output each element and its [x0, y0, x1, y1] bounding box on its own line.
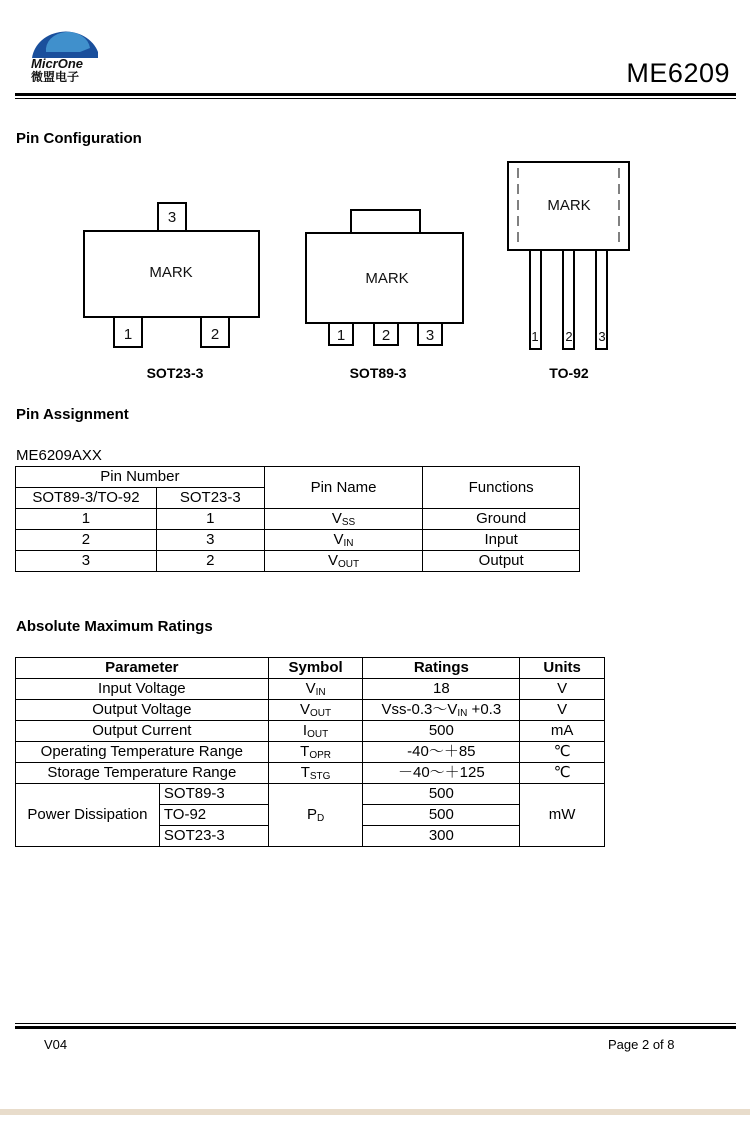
pin-assignment-title: Pin Assignment — [16, 406, 129, 423]
table-row — [16, 700, 605, 721]
sot89-to92-header: SOT89-3/TO-92 — [16, 488, 157, 509]
header-rule — [15, 93, 736, 96]
cell-unit: ℃ — [520, 763, 605, 784]
ratings-table — [15, 657, 605, 847]
cell-pin: 1 — [16, 509, 157, 530]
header-rule-thin — [15, 98, 736, 99]
company-logo — [30, 22, 102, 82]
cell-rating: 500 — [363, 805, 520, 826]
ratings-title: Absolute Maximum Ratings — [16, 618, 213, 635]
cell-pin-name: $V_{OUT}$ — [264, 551, 423, 572]
functions-header: Functions — [423, 467, 580, 509]
cell-package: SOT89-3 — [159, 784, 268, 805]
sot23-label: SOT23-3 — [146, 365, 204, 381]
cell-rating: 18 — [363, 679, 520, 700]
cell-parameter: Output Current — [16, 721, 269, 742]
cell-unit: mW — [520, 784, 605, 847]
part-number: ME6209 — [626, 58, 730, 88]
parameter-header: Parameter — [16, 658, 269, 679]
page-number: Page 2 of 8 — [608, 1037, 675, 1052]
cell-package: TO-92 — [159, 805, 268, 826]
ratings-header: Ratings — [363, 658, 520, 679]
to92-pin2-label: 2 — [565, 329, 573, 344]
cell-unit: ℃ — [520, 742, 605, 763]
cell-parameter: Storage Temperature Range — [16, 763, 269, 784]
to92-label: TO-92 — [549, 365, 589, 381]
sot89-label: SOT89-3 — [349, 365, 407, 381]
cell-pin: 1 — [156, 509, 264, 530]
cell-symbol: $I_{OUT}$ — [268, 721, 363, 742]
sot89-pin1-label: 1 — [336, 327, 346, 344]
table-header-row — [16, 467, 580, 488]
cell-parameter: Input Voltage — [16, 679, 269, 700]
page-bottom-bar — [0, 1109, 750, 1115]
cell-parameter: Operating Temperature Range — [16, 742, 269, 763]
table-row — [16, 721, 605, 742]
cell-pin: 2 — [16, 530, 157, 551]
table-row — [16, 742, 605, 763]
pin-name-header: Pin Name — [264, 467, 423, 509]
table-row — [16, 551, 580, 572]
cell-function: Output — [423, 551, 580, 572]
cell-package: SOT23-3 — [159, 826, 268, 847]
sot23-pin1-label: 1 — [123, 326, 133, 343]
cell-symbol: $T_{STG}$ — [268, 763, 363, 784]
table-row — [16, 509, 580, 530]
cell-function: Ground — [423, 509, 580, 530]
pin-assignment-table — [15, 466, 580, 572]
to92-pin3-label: 3 — [598, 329, 606, 344]
sot23-header: SOT23-3 — [156, 488, 264, 509]
cell-unit: mA — [520, 721, 605, 742]
cell-unit: V — [520, 700, 605, 721]
to92-package-drawing — [508, 162, 629, 349]
microne-logo-icon — [30, 22, 102, 82]
pin-number-header: Pin Number — [16, 467, 265, 488]
cell-pin: 3 — [16, 551, 157, 572]
ratings-header-row — [16, 658, 605, 679]
cell-pin: 3 — [156, 530, 264, 551]
symbol-header: Symbol — [268, 658, 363, 679]
to92-mark: MARK — [547, 197, 591, 214]
to92-pin1-label: 1 — [531, 329, 539, 344]
units-header: Units — [520, 658, 605, 679]
cell-rating: Vss-$0.3\sim V_{IN} +0.3$ — [363, 700, 520, 721]
version-label: V04 — [44, 1037, 68, 1052]
cell-pin-name: $V_{IN}$ — [264, 530, 423, 551]
footer-rule-thin — [15, 1023, 736, 1024]
cell-rating: 300 — [363, 826, 520, 847]
cell-symbol: $T_{OPR}$ — [268, 742, 363, 763]
cell-symbol: $P_D$ — [268, 784, 363, 847]
table-row — [16, 784, 605, 805]
cell-parameter: Output Voltage — [16, 700, 269, 721]
table-row — [16, 679, 605, 700]
logo-text-cn: 微盟电子 — [31, 70, 80, 82]
table-row — [16, 763, 605, 784]
sot23-pin2-label: 2 — [210, 326, 220, 343]
cell-rating: -40～＋85 — [363, 742, 520, 763]
cell-rating: 500 — [363, 784, 520, 805]
cell-symbol: $V_{OUT}$ — [268, 700, 363, 721]
cell-parameter: Power Dissipation — [16, 784, 160, 847]
sot23-pin3-label: 3 — [167, 209, 177, 226]
footer-rule — [15, 1026, 736, 1029]
cell-symbol: $V_{IN}$ — [268, 679, 363, 700]
sot23-mark: MARK — [149, 264, 193, 281]
pin-config-diagrams — [0, 150, 750, 360]
pin-config-title: Pin Configuration — [16, 130, 142, 147]
device-name: ME6209AXX — [16, 447, 102, 464]
cell-rating: －40～＋125 — [363, 763, 520, 784]
cell-rating: 500 — [363, 721, 520, 742]
sot89-pin3-label: 3 — [425, 327, 435, 344]
cell-pin: 2 — [156, 551, 264, 572]
sot89-pin2-label: 2 — [381, 327, 391, 344]
table-row — [16, 530, 580, 551]
cell-pin-name: $V_{SS}$ — [264, 509, 423, 530]
logo-text-en: MicrOne — [31, 56, 84, 71]
sot89-mark: MARK — [365, 270, 409, 287]
cell-function: Input — [423, 530, 580, 551]
cell-unit: V — [520, 679, 605, 700]
